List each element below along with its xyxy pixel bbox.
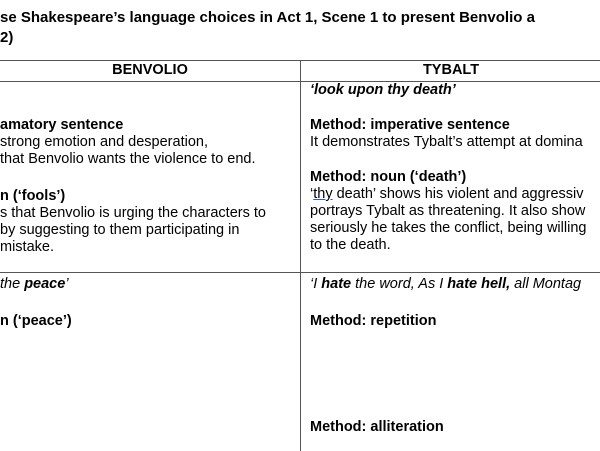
tybalt-row2-method1-label: Method: repetition xyxy=(310,313,437,329)
title-line-2: 2) xyxy=(0,29,14,46)
tybalt-quote-1: ‘look upon thy death’ xyxy=(310,82,456,98)
tybalt-method2-text-4: to the death. xyxy=(310,237,391,253)
tybalt-header: TYBALT xyxy=(422,62,480,78)
tybalt-method1-label: Method: imperative sentence xyxy=(310,117,510,133)
benvolio-method1-text-2: that Benvolio wants the violence to end. xyxy=(0,151,256,167)
tybalt-method2-text-3: seriously he takes the conflict, being willing xyxy=(310,220,587,236)
benvolio-method2-text-3: mistake. xyxy=(0,239,54,255)
benvolio-row1-method2 xyxy=(0,188,266,256)
tybalt-quote-2 xyxy=(310,276,581,293)
benvolio-method2-text-2: by suggesting to them participating in xyxy=(0,222,240,238)
tybalt-quote2-hate: hate xyxy=(321,276,352,292)
tybalt-method2-post: death’ shows his violent and aggressiv xyxy=(332,186,584,202)
tybalt-method1-text-1: It demonstrates Tybalt’s attempt at domina xyxy=(310,134,583,150)
title-line-1: se Shakespeare’s language choices in Act 1, Scene 1 to present Benvolio a xyxy=(0,9,535,26)
benvolio-quote-post: ’ xyxy=(65,276,69,292)
benvolio-row2-method-label: n (‘peace’) xyxy=(0,313,72,329)
tybalt-method2-label: Method: noun (‘death’) xyxy=(310,169,467,185)
tybalt-method2-text-1 xyxy=(310,186,586,203)
tybalt-row1-method2 xyxy=(310,169,586,254)
tybalt-method2-pre: ‘ xyxy=(310,186,314,202)
column-divider xyxy=(300,60,301,451)
benvolio-quote-emphasis: peace xyxy=(24,276,66,292)
benvolio-method1-label: amatory sentence xyxy=(0,117,124,133)
benvolio-row1-cell xyxy=(0,117,256,168)
tybalt-method2-text-2: portrays Tybalt as threatening. It also show xyxy=(310,203,586,219)
benvolio-quote xyxy=(0,276,69,293)
tybalt-quote2-a: ‘I xyxy=(310,276,322,292)
tybalt-quote2-e: all Montag xyxy=(510,276,582,292)
benvolio-header: BENVOLIO xyxy=(112,62,188,78)
benvolio-quote-pre: the xyxy=(0,276,25,292)
benvolio-method2-label: n (‘fools’) xyxy=(0,188,66,204)
benvolio-method2-text-1: s that Benvolio is urging the characters to xyxy=(0,205,266,221)
tybalt-quote2-c: the word, As I xyxy=(351,276,448,292)
benvolio-method1-text-1: strong emotion and desperation, xyxy=(0,134,208,150)
tybalt-quote2-hate-hell: hate hell, xyxy=(447,276,511,292)
tybalt-row2-method2-label: Method: alliteration xyxy=(310,419,444,435)
tybalt-method2-underlined-word: thy xyxy=(313,186,333,202)
tybalt-row1-method1 xyxy=(310,117,583,151)
